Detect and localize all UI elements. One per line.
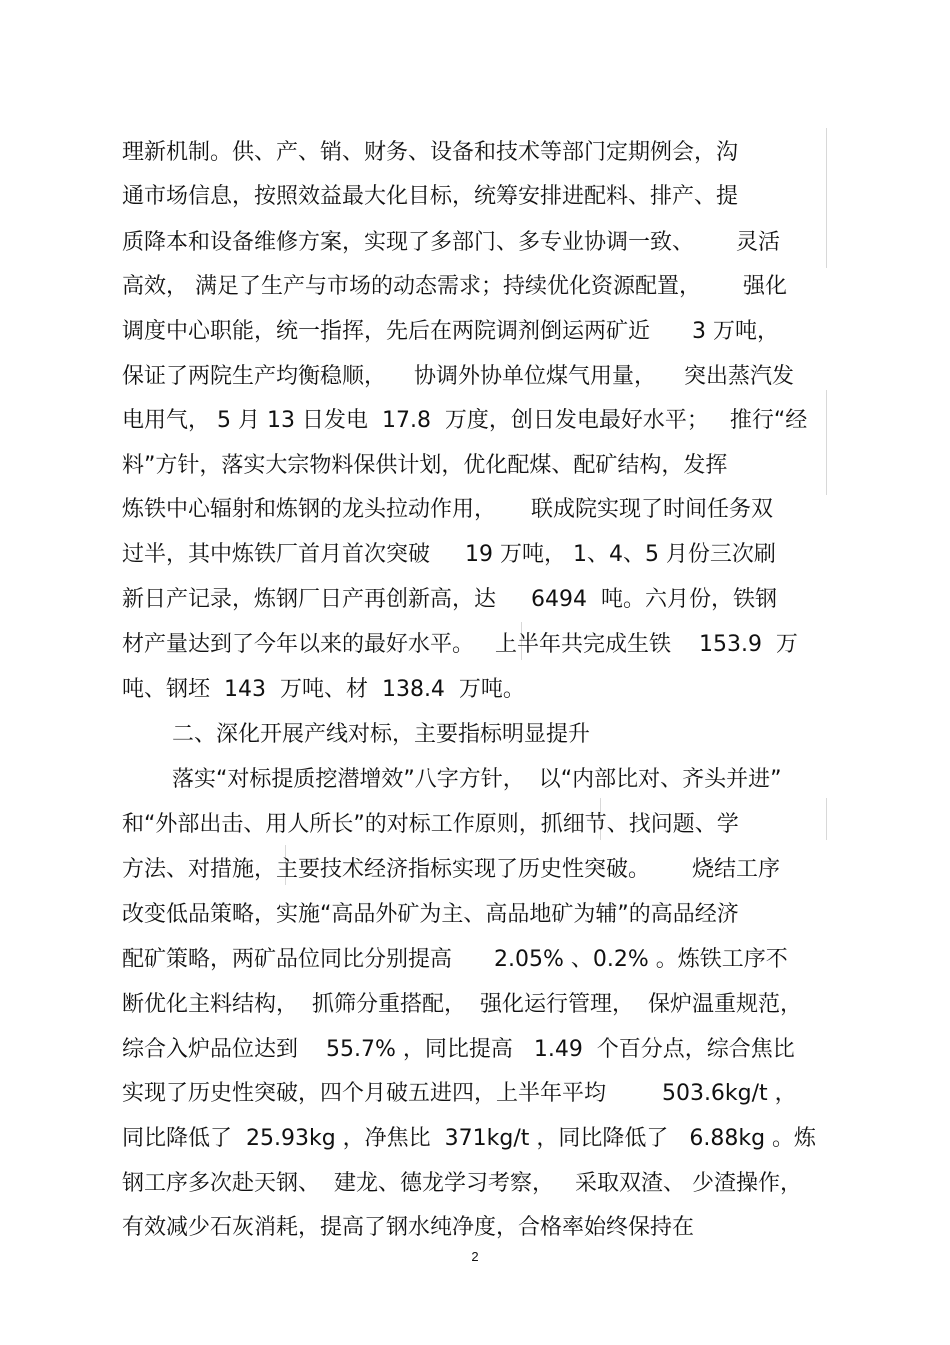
body-text-line: 同比降低了 25.93kg ，净焦比 371kg/t ，同比降低了 6.88kg 。炼 [122, 1126, 817, 1151]
scan-edge-line [826, 390, 827, 495]
body-text-line: 保证了两院生产均衡稳顺， 协调外协单位煤气用量， 突出蒸汽发 [122, 364, 794, 389]
body-text-line: 断优化主料结构， 抓筛分重搭配， 强化运行管理， 保炉温重规范， [122, 992, 802, 1017]
body-text-line: 高效， 满足了生产与市场的动态需求；持续优化资源配置， 强化 [122, 274, 787, 299]
scan-edge-line [826, 128, 827, 268]
body-text-line: 质降本和设备维修方案，实现了多部门、多专业协调一致、 灵活 [122, 230, 780, 255]
body-text-line: 综合入炉品位达到 55.7% ，同比提高 1.49 个百分点，综合焦比 [122, 1037, 795, 1062]
body-text-line: 通市场信息，按照效益最大化目标，统筹安排进配料、排产、提 [122, 184, 739, 209]
body-text-line: 电用气， 5 月 13 日发电 17.8 万度，创日发电最好水平； 推行“经 [122, 408, 808, 433]
body-text-line: 改变低品策略，实施“高品外矿为主、高品地矿为辅”的高品经济 [122, 902, 739, 927]
page-number: 2 [471, 1249, 479, 1264]
body-text-line: 材产量达到了今年以来的最好水平。 上半年共完成生铁 153.9 万 [122, 632, 798, 657]
body-text-line: 和“外部出击、用人所长”的对标工作原则，抓细节、找问题、学 [122, 812, 739, 837]
body-text-line: 落实“对标提质挖潜增效”八字方针， 以“内部比对、齐头并进” [172, 767, 782, 792]
body-text-line: 新日产记录，炼钢厂日产再创新高，达 6494 吨。六月份，铁钢 [122, 587, 777, 612]
body-text-line: 方法、对措施，主要技术经济指标实现了历史性突破。 烧结工序 [122, 857, 780, 882]
body-text-line: 理新机制。供、产、销、财务、设备和技术等部门定期例会，沟 [122, 140, 739, 165]
body-text-line: 实现了历史性突破，四个月破五进四，上半年平均 503.6kg/t ， [122, 1081, 797, 1106]
scan-edge-line [826, 798, 827, 840]
body-text-line: 有效减少石灰消耗，提高了钢水纯净度，合格率始终保持在 [122, 1215, 695, 1240]
body-text-line: 炼铁中心辐射和炼钢的龙头拉动作用， 联成院实现了时间任务双 [122, 497, 773, 522]
body-text-line: 料”方针，落实大宗物料保供计划，优化配煤、配矿结构，发挥 [122, 453, 728, 478]
body-text-line: 钢工序多次赴天钢、 建龙、德龙学习考察， 采取双渣、 少渣操作， [122, 1171, 802, 1196]
body-text-line: 调度中心职能，统一指挥，先后在两院调剂倒运两矿近 3 万吨， [122, 319, 779, 344]
body-text-line: 吨、钢坯 143 万吨、材 138.4 万吨。 [122, 677, 525, 702]
body-text-line: 过半，其中炼铁厂首月首次突破 19 万吨， 1、4、5 月份三次刷 [122, 542, 776, 567]
section-heading: 二、深化开展产线对标，主要指标明显提升 [172, 722, 591, 747]
body-text-line: 配矿策略，两矿品位同比分别提高 2.05% 、0.2% 。炼铁工序不 [122, 947, 788, 972]
